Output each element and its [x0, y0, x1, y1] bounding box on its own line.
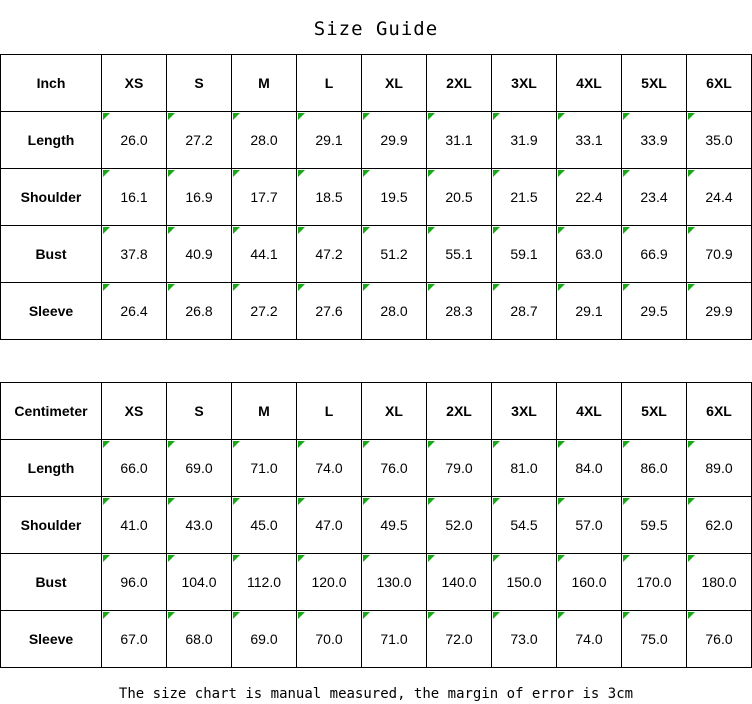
cell: 57.0 — [557, 497, 622, 554]
table-row — [1, 497, 752, 554]
cell: 74.0 — [297, 440, 362, 497]
cell: 73.0 — [492, 611, 557, 668]
cell: 59.1 — [492, 226, 557, 283]
cell: 81.0 — [492, 440, 557, 497]
size-header-l: L — [297, 55, 362, 112]
size-header-2xl: 2XL — [427, 55, 492, 112]
cell: 84.0 — [557, 440, 622, 497]
cell: 44.1 — [232, 226, 297, 283]
table-row — [1, 112, 752, 169]
cell: 140.0 — [427, 554, 492, 611]
unit-label-inch: Inch — [1, 55, 102, 112]
size-header-2xl: 2XL — [427, 383, 492, 440]
cell: 150.0 — [492, 554, 557, 611]
cell: 89.0 — [687, 440, 752, 497]
measure-label-length: Length — [1, 112, 102, 169]
cell: 29.9 — [362, 112, 427, 169]
cell: 22.4 — [557, 169, 622, 226]
cell: 47.0 — [297, 497, 362, 554]
cell: 76.0 — [362, 440, 427, 497]
table-row — [1, 226, 752, 283]
size-header-m: M — [232, 55, 297, 112]
measure-label-bust: Bust — [1, 554, 102, 611]
measure-label-shoulder: Shoulder — [1, 169, 102, 226]
cell: 112.0 — [232, 554, 297, 611]
cell: 33.1 — [557, 112, 622, 169]
measure-label-length: Length — [1, 440, 102, 497]
cell: 16.1 — [102, 169, 167, 226]
cell: 79.0 — [427, 440, 492, 497]
size-header-3xl: 3XL — [492, 383, 557, 440]
cell: 160.0 — [557, 554, 622, 611]
size-header-4xl: 4XL — [557, 55, 622, 112]
cell: 49.5 — [362, 497, 427, 554]
size-header-xs: XS — [102, 55, 167, 112]
cell: 52.0 — [427, 497, 492, 554]
measure-label-sleeve: Sleeve — [1, 611, 102, 668]
size-header-4xl: 4XL — [557, 383, 622, 440]
cell: 19.5 — [362, 169, 427, 226]
cell: 63.0 — [557, 226, 622, 283]
cell: 31.9 — [492, 112, 557, 169]
unit-label-centimeter: Centimeter — [1, 383, 102, 440]
size-header-5xl: 5XL — [622, 383, 687, 440]
cell: 27.2 — [232, 283, 297, 340]
cell: 16.9 — [167, 169, 232, 226]
cell: 43.0 — [167, 497, 232, 554]
size-header-m: M — [232, 383, 297, 440]
cell: 68.0 — [167, 611, 232, 668]
cell: 29.1 — [557, 283, 622, 340]
cell: 55.1 — [427, 226, 492, 283]
cell: 71.0 — [232, 440, 297, 497]
size-header-xs: XS — [102, 383, 167, 440]
cell: 76.0 — [687, 611, 752, 668]
cell: 59.5 — [622, 497, 687, 554]
cell: 27.2 — [167, 112, 232, 169]
cell: 28.0 — [362, 283, 427, 340]
cell: 24.4 — [687, 169, 752, 226]
table-row — [1, 283, 752, 340]
cell: 31.1 — [427, 112, 492, 169]
measure-label-sleeve: Sleeve — [1, 283, 102, 340]
size-header-5xl: 5XL — [622, 55, 687, 112]
cell: 62.0 — [687, 497, 752, 554]
size-header-l: L — [297, 383, 362, 440]
page-title: Size Guide — [313, 18, 439, 40]
size-header-xl: XL — [362, 55, 427, 112]
cell: 37.8 — [102, 226, 167, 283]
cell: 28.3 — [427, 283, 492, 340]
size-header-6xl: 6XL — [687, 55, 752, 112]
cell: 130.0 — [362, 554, 427, 611]
cell: 70.0 — [297, 611, 362, 668]
size-header-s: S — [167, 55, 232, 112]
cell: 18.5 — [297, 169, 362, 226]
cell: 51.2 — [362, 226, 427, 283]
measure-label-shoulder: Shoulder — [1, 497, 102, 554]
cell: 29.5 — [622, 283, 687, 340]
table-row — [1, 554, 752, 611]
cell: 29.1 — [297, 112, 362, 169]
cell: 21.5 — [492, 169, 557, 226]
cell: 45.0 — [232, 497, 297, 554]
cell: 75.0 — [622, 611, 687, 668]
cell: 28.0 — [232, 112, 297, 169]
size-table-inch — [0, 54, 752, 340]
table-row — [1, 611, 752, 668]
cell: 40.9 — [167, 226, 232, 283]
size-header-s: S — [167, 383, 232, 440]
cell: 66.0 — [102, 440, 167, 497]
cell: 33.9 — [622, 112, 687, 169]
cell: 26.0 — [102, 112, 167, 169]
cell: 96.0 — [102, 554, 167, 611]
cell: 26.4 — [102, 283, 167, 340]
cell: 27.6 — [297, 283, 362, 340]
measure-label-bust: Bust — [1, 226, 102, 283]
table-row — [1, 169, 752, 226]
cell: 180.0 — [687, 554, 752, 611]
cell: 26.8 — [167, 283, 232, 340]
table-header-row — [1, 383, 752, 440]
table-header-row — [1, 55, 752, 112]
cell: 104.0 — [167, 554, 232, 611]
cell: 35.0 — [687, 112, 752, 169]
measurement-disclaimer: The size chart is manual measured, the margin of error is 3cm — [118, 686, 634, 702]
cell: 70.9 — [687, 226, 752, 283]
cell: 47.2 — [297, 226, 362, 283]
table-row — [1, 440, 752, 497]
cell: 54.5 — [492, 497, 557, 554]
cell: 170.0 — [622, 554, 687, 611]
cell: 28.7 — [492, 283, 557, 340]
cell: 66.9 — [622, 226, 687, 283]
size-header-6xl: 6XL — [687, 383, 752, 440]
cell: 86.0 — [622, 440, 687, 497]
cell: 120.0 — [297, 554, 362, 611]
table-separator — [0, 340, 752, 382]
cell: 67.0 — [102, 611, 167, 668]
cell: 71.0 — [362, 611, 427, 668]
cell: 41.0 — [102, 497, 167, 554]
size-header-3xl: 3XL — [492, 55, 557, 112]
cell: 23.4 — [622, 169, 687, 226]
size-table-centimeter — [0, 382, 752, 668]
cell: 72.0 — [427, 611, 492, 668]
cell: 20.5 — [427, 169, 492, 226]
cell: 29.9 — [687, 283, 752, 340]
cell: 69.0 — [167, 440, 232, 497]
cell: 74.0 — [557, 611, 622, 668]
cell: 69.0 — [232, 611, 297, 668]
cell: 17.7 — [232, 169, 297, 226]
size-header-xl: XL — [362, 383, 427, 440]
